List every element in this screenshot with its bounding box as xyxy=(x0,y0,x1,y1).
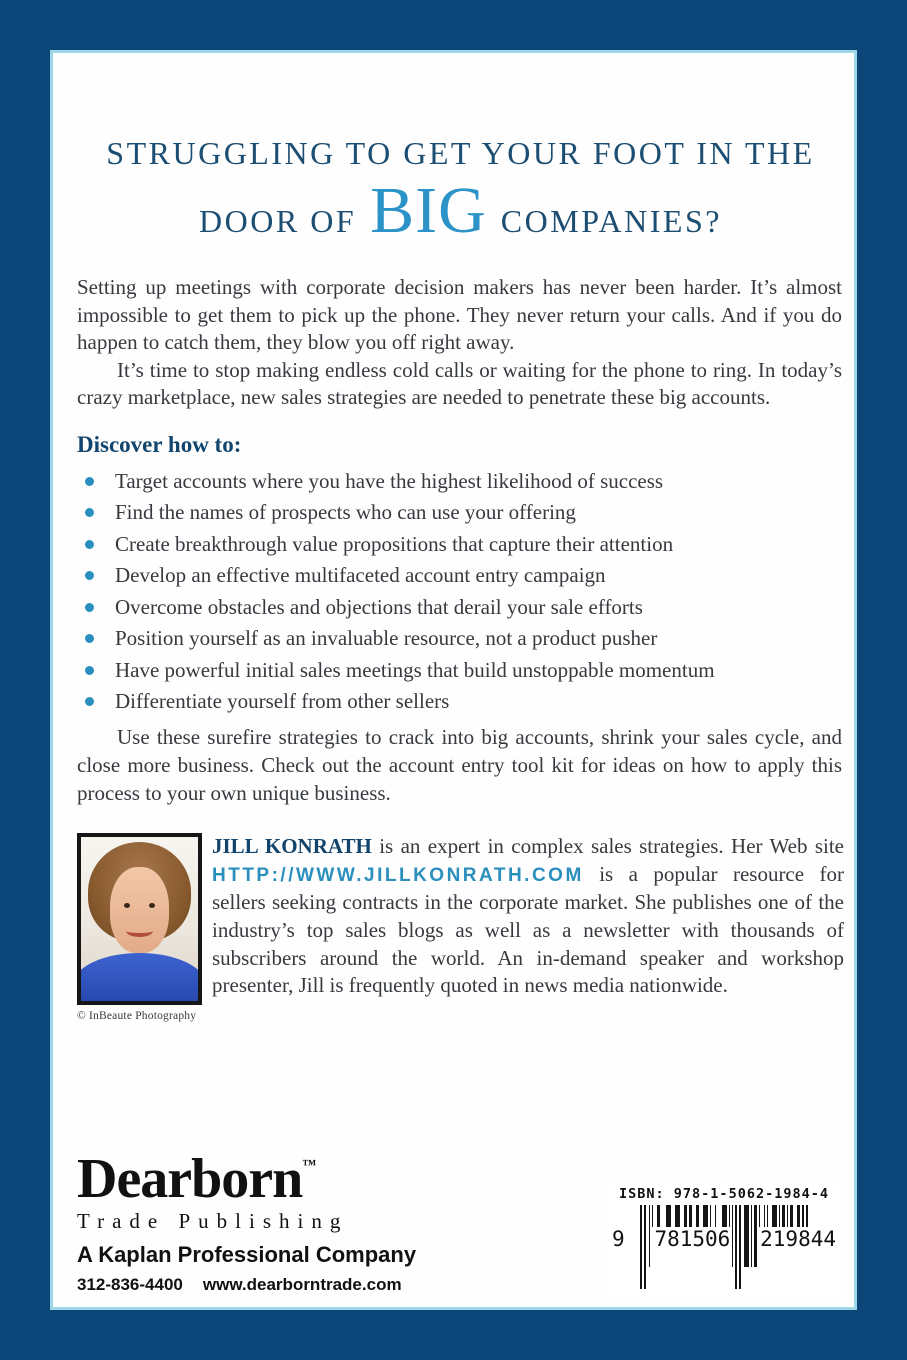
bullet-dot-icon xyxy=(85,603,94,612)
list-item-text: Overcome obstacles and objections that derail your sale efforts xyxy=(115,594,643,619)
list-item xyxy=(77,470,844,492)
list-item xyxy=(77,627,844,649)
bullet-dot-icon xyxy=(85,508,94,517)
bullet-dot-icon xyxy=(85,697,94,706)
closing-paragraph: Use these surefire strategies to crack into big accounts, shrink your sales cycle, and close more business. Check out the account entry tool kit for ideas on how to apply this process to your own unique business. xyxy=(77,725,842,805)
headline-big: BIG xyxy=(370,174,487,247)
list-item xyxy=(77,564,844,586)
kaplan-line xyxy=(77,1242,416,1268)
list-item xyxy=(77,533,844,555)
list-item-text: Target accounts where you have the highest likelihood of success xyxy=(115,468,664,493)
list-item-text: Have powerful initial sales meetings that build unstoppable momentum xyxy=(115,657,715,682)
intro-paragraph-2: It’s time to stop making endless cold calls or waiting for the phone to ring. In today’s crazy marketplace, new sales strategies are needed to penetrate these big accounts. xyxy=(77,357,842,410)
list-item-text: Position yourself as an invaluable resource, not a product pusher xyxy=(115,626,658,651)
publisher-block xyxy=(77,1148,417,1295)
list-item-text: Create breakthrough value propositions that capture their attention xyxy=(115,531,674,556)
bio-text-2: is a popular resource for sellers seeking contracts in the corporate market. She publishes one of the industry’s top sales blogs as well as a newsletter with thousands of subscribers around the world. An in-demand speaker and workshop presenter, Jill is frequently quoted in news media nationwide. xyxy=(212,861,844,998)
bullet-dot-icon xyxy=(85,666,94,675)
bio-text-1: is an expert in complex sales strategies. Her Web site xyxy=(371,834,844,859)
publisher-subtitle: Trade Publishing xyxy=(77,1209,349,1233)
list-item-text: Differentiate yourself from other sellers xyxy=(115,689,450,714)
bullet-dot-icon xyxy=(85,477,94,486)
intro-paragraph-1: Setting up meetings with corporate decision makers has never been harder. It’s almost impossible to get them to pick up the phone. They never return your calls. And if you do happen to catch them, they blow you off right away. xyxy=(77,275,842,355)
isbn-label: ISBN: 978-1-5062-1984-4 xyxy=(619,1186,829,1202)
bullet-dot-icon xyxy=(85,571,94,580)
kaplan-suffix: Company xyxy=(309,1242,417,1267)
list-item-text: Develop an effective multifaceted account entry campaign xyxy=(115,563,606,588)
photo-eye-shape xyxy=(124,903,130,908)
discover-list xyxy=(77,470,844,713)
photo-face-shape xyxy=(110,867,169,953)
list-item xyxy=(77,690,844,712)
publisher-website: www.dearborntrade.com xyxy=(202,1275,402,1294)
author-photo-column xyxy=(77,833,204,1022)
author-name: JILL KONRATH xyxy=(212,834,372,859)
author-photo xyxy=(77,833,202,1005)
photo-smile-shape xyxy=(126,925,153,937)
page xyxy=(50,50,857,1310)
photo-eye-shape xyxy=(149,903,155,908)
publisher-contact xyxy=(77,1275,416,1295)
publisher-logo xyxy=(77,1148,416,1210)
headline-line2 xyxy=(77,174,844,247)
list-item xyxy=(77,501,844,523)
headline-door-of: DOOR OF xyxy=(199,203,357,239)
publisher-name: Dearborn xyxy=(77,1148,303,1210)
list-item xyxy=(77,596,844,618)
author-website-url: HTTP://WWW.JILLKONRATH.COM xyxy=(212,864,584,886)
author-bio xyxy=(77,833,844,1022)
discover-heading: Discover how to: xyxy=(77,431,242,457)
bottom-row xyxy=(77,1148,840,1295)
publisher-phone: 312-836-4400 xyxy=(77,1275,183,1294)
kaplan-bold: Kaplan Professional xyxy=(98,1242,310,1267)
list-item xyxy=(77,659,844,681)
bio-text xyxy=(212,833,844,1000)
headline xyxy=(77,135,844,247)
photo-credit: © InBeaute Photography xyxy=(77,1010,197,1023)
list-item-text: Find the names of prospects who can use your offering xyxy=(115,500,576,525)
barcode-digits: 9 781506 219844 xyxy=(610,1263,838,1289)
photo-shirt-shape xyxy=(77,953,202,1005)
headline-line1: STRUGGLING TO GET YOUR FOOT IN THE xyxy=(106,135,815,171)
headline-companies: COMPANIES? xyxy=(500,203,722,239)
barcode-bars xyxy=(610,1205,838,1291)
kaplan-prefix: A xyxy=(77,1242,99,1267)
trademark-symbol: ™ xyxy=(302,1158,317,1173)
bullet-dot-icon xyxy=(85,634,94,643)
barcode xyxy=(608,1184,840,1295)
bullet-dot-icon xyxy=(85,540,94,549)
